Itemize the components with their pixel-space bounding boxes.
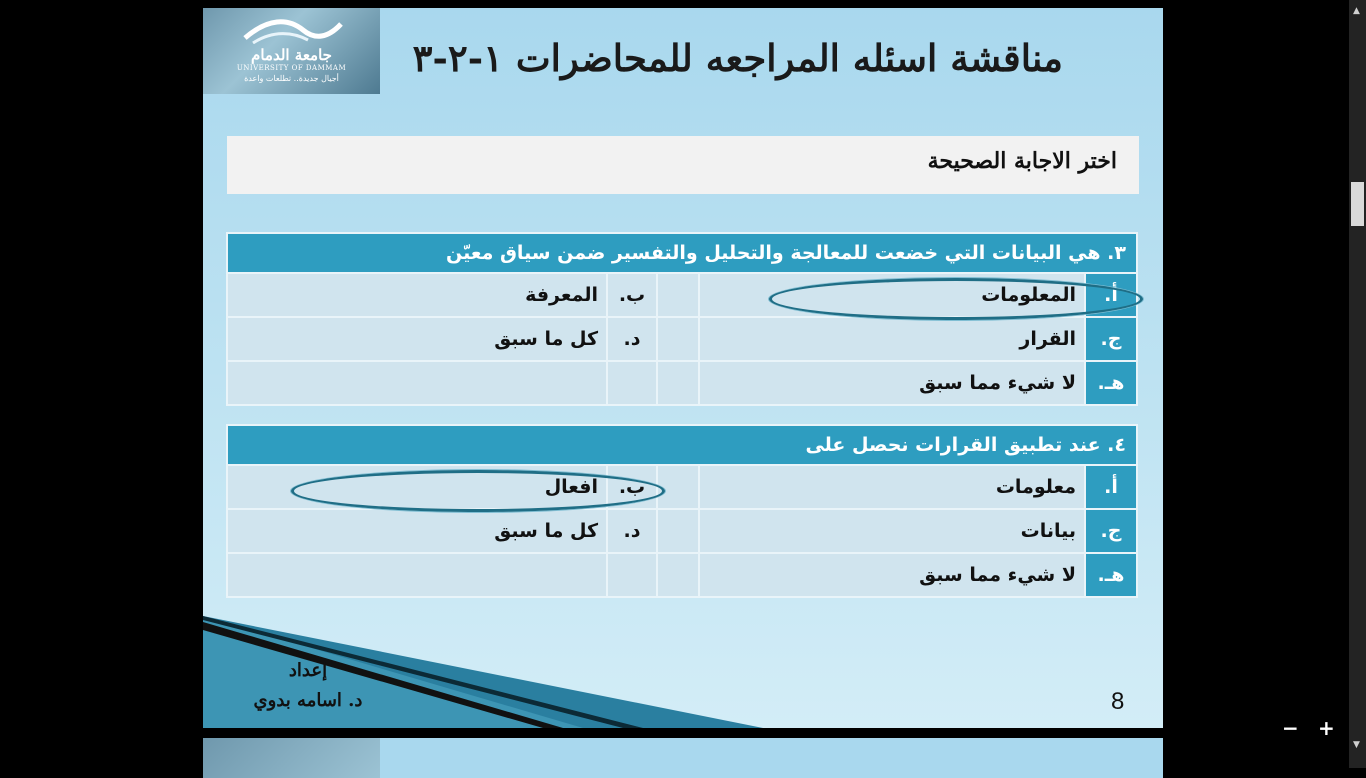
instruction-box: اختر الاجابة الصحيحة — [227, 136, 1139, 194]
option-letter: هـ. — [1085, 361, 1137, 405]
author-block — [233, 656, 383, 716]
spacer-cell — [657, 553, 699, 597]
empty-cell — [227, 553, 607, 597]
spacer-cell — [657, 273, 699, 317]
option-letter: ب. — [607, 273, 657, 317]
option-letter: ج. — [1085, 317, 1137, 361]
university-logo — [203, 8, 380, 94]
question-4 — [226, 424, 1138, 598]
option-letter: أ. — [1085, 273, 1137, 317]
zoom-in-button[interactable]: + — [1318, 716, 1335, 740]
spacer-cell — [657, 317, 699, 361]
option-letter: أ. — [1085, 465, 1137, 509]
option-d[interactable]: كل ما سبق — [227, 509, 607, 553]
slide — [203, 8, 1163, 728]
next-slide-logo — [203, 738, 380, 778]
question-3-text: ٣. هي البيانات التي خضعت للمعالجة والتحليل والتفسير ضمن سياق معيّن — [226, 232, 1138, 272]
empty-cell — [227, 361, 607, 405]
next-slide-preview — [203, 738, 1163, 778]
answer-highlight-ring-q3 — [769, 278, 1143, 320]
scroll-up-arrow-icon[interactable]: ▲ — [1353, 6, 1360, 16]
table-row — [227, 553, 1137, 597]
spacer-cell — [657, 465, 699, 509]
slide-title: مناقشة اسئله المراجعه للمحاضرات ١-٢-٣ — [412, 36, 1063, 80]
question-4-text: ٤. عند تطبيق القرارات نحصل على — [226, 424, 1138, 464]
option-b[interactable]: افعال — [227, 465, 607, 509]
spacer-cell — [657, 509, 699, 553]
option-b[interactable]: المعرفة — [227, 273, 607, 317]
table-row — [227, 509, 1137, 553]
option-d[interactable]: كل ما سبق — [227, 317, 607, 361]
option-letter — [607, 361, 657, 405]
spacer-cell — [657, 361, 699, 405]
zoom-out-button[interactable]: − — [1282, 716, 1299, 740]
table-row — [227, 361, 1137, 405]
option-letter: د. — [607, 509, 657, 553]
option-letter: د. — [607, 317, 657, 361]
option-c[interactable]: بيانات — [699, 509, 1085, 553]
option-e[interactable]: لا شيء مما سبق — [699, 553, 1085, 597]
option-letter: ب. — [607, 465, 657, 509]
table-row — [227, 317, 1137, 361]
option-letter — [607, 553, 657, 597]
option-c[interactable]: القرار — [699, 317, 1085, 361]
logo-name-ar: جامعة الدمام — [251, 46, 332, 64]
vertical-scrollbar[interactable] — [1349, 0, 1366, 768]
author-name: د. اسامه بدوي — [253, 690, 363, 711]
page-number: 8 — [1111, 688, 1125, 715]
option-e[interactable]: لا شيء مما سبق — [699, 361, 1085, 405]
answer-highlight-ring-q4 — [291, 470, 665, 512]
option-letter: ج. — [1085, 509, 1137, 553]
option-a[interactable]: معلومات — [699, 465, 1085, 509]
logo-name-en: UNIVERSITY OF DAMMAM — [236, 64, 347, 72]
wave-logo-icon — [243, 16, 343, 44]
option-a[interactable]: المعلومات — [699, 273, 1085, 317]
option-letter: هـ. — [1085, 553, 1137, 597]
author-label: إعداد — [288, 660, 328, 681]
logo-tagline: أجيال جديدة.. تطلعات واعدة — [244, 74, 339, 83]
scroll-down-arrow-icon[interactable]: ▼ — [1353, 740, 1360, 750]
scrollbar-thumb[interactable] — [1351, 182, 1364, 226]
